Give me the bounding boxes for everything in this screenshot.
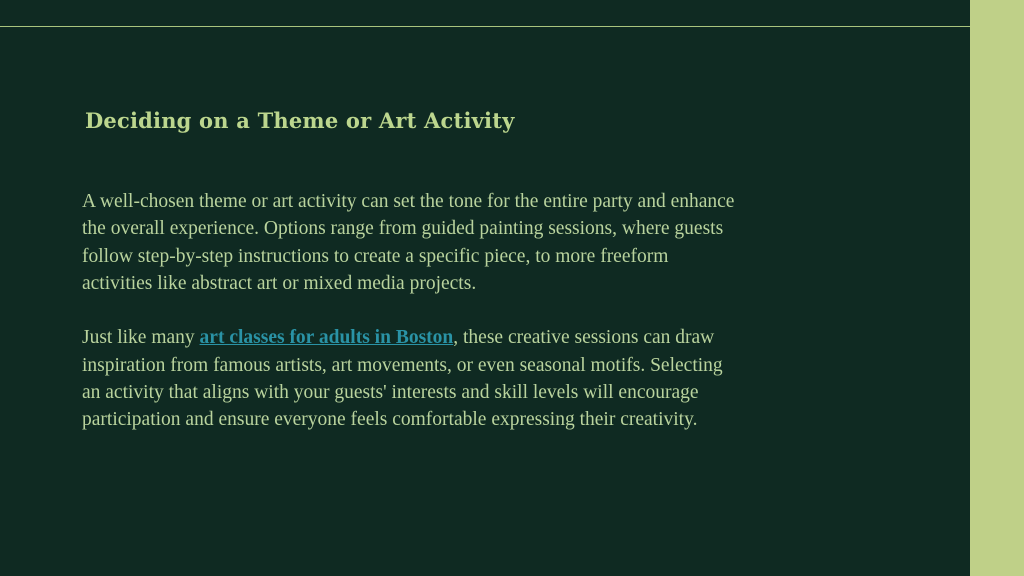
art-classes-link[interactable]: art classes for adults in Boston	[199, 327, 454, 349]
slide-title: Deciding on a Theme or Art Activity	[85, 108, 515, 133]
paragraph-2-lead: Just like many	[82, 327, 200, 349]
slide-body	[82, 188, 742, 434]
paragraph-2-rest: , these creative sessions can draw inspiration from famous artists, art movements, or even seasonal motifs. Selecting an activity that aligns with your guests' interests and skill levels will encourage participation and ensure everyone feels comfortable expressing their creativity.	[82, 327, 723, 431]
top-divider	[0, 26, 970, 27]
accent-band	[970, 0, 1024, 576]
paragraph-1: A well-chosen theme or art activity can set the tone for the entire party and enhance the overall experience. Options range from guided painting sessions, where guests follow step-by-step instructions to create a specific piece, to more freeform activities like abstract art or mixed media projects.	[82, 191, 735, 294]
paragraph-2	[82, 324, 742, 433]
